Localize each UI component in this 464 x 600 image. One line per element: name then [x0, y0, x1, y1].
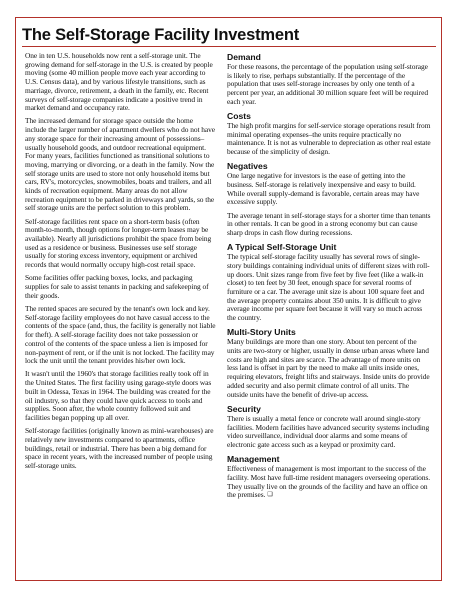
body-paragraph: One in ten U.S. households now rent a self-storage unit. The growing demand for self-storage in the U.S. is created by people moving (some 40 million people move each year according to U.S. Census data), and by various lifestyle transitions, such as marriage, divorce, retirement, a death in the family, etc. Recent surveys of self-storage companies indicate a positive trend in market demand and occupancy rate. [25, 52, 213, 113]
body-paragraph: Self-storage facilities rent space on a short-term basis (often month-to-month, though options for longer-term leases may be available). Nearly all jurisdictions prohibit the space from being used as a residence or business. Businesses use self storage usually for storing excess inventory, equipment or archived records that would normally occupy high-cost retail space. [25, 216, 212, 270]
body-paragraph: The increased demand for storage space outside the home include the larger number of apartment dwellers who do not have any storage space for their increasing amount of possessions–usually household goods, and outdoor recreational equipment. For many years, facilities functioned as transitional solutions to moving, marrying or divorcing, or a death in the family. Now the self storage units are used to store not only household items but cars, RV's, motorcycles, snowmobiles, boats and trailers, and all kinds of recreation equipment. Many areas do not allow recreation equipment to be parked in driveways and yards, so the self storage units are the perfect solution to this problem. [25, 116, 216, 213]
body-paragraph: Some facilities offer packing boxes, locks, and packaging supplies for sale to assist tenants in packing and safekeeping of their goods. [25, 273, 209, 300]
section-heading: Costs [227, 111, 251, 122]
paragraph-text: One large negative for investors is the ease of getting into the business. Self-storage is relatively inexpensive and easy to build. While overall supply-demand is favorable, certain areas may have excessive supply. [227, 171, 420, 207]
article-title: The Self-Storage Facility Investment [22, 26, 300, 44]
section-paragraph [227, 465, 431, 500]
section-heading: Negatives [227, 161, 268, 172]
section-paragraph [227, 63, 431, 107]
section-heading: A Typical Self-Storage Unit [227, 242, 337, 253]
section-paragraph [227, 172, 431, 207]
paragraph-text: The high profit margins for self-service storage operations result from minimal operating expenses–the units require practically no maintenance. It is not as vulnerable to depreciation as other real estate because of the simplicity of design. [227, 121, 431, 157]
body-paragraph: Self-storage facilities (originally known as mini-warehouses) are relatively new investments compared to apartments, office buildings, retail or industrial. There has been a big demand for space in recent years, with the increased number of people using self-storage units. [25, 426, 214, 470]
paragraph-text: There is usually a metal fence or concrete wall around single-story facilities. Modern facilities have advanced security systems including video surveillance, individual door alarms and some means of electronic gate access such as a keypad or proximity card. [227, 413, 430, 449]
section-paragraph [227, 415, 431, 450]
section-heading: Demand [227, 52, 261, 62]
section-heading: Security [227, 403, 261, 414]
paragraph-text: Many buildings are more than one story. About ten percent of the units are two-story or higher, usually in dense urban areas where land costs are high and sites are scarce. The advantage of more units on less land is offset in part by the need to make all units inside ones, requiring elevators, freight lifts and stairways. Inside units do provide added security and also permit climate control of all units. The outside units have the benefit of drive-up access. [227, 337, 430, 399]
body-paragraph: It wasn't until the 1960's that storage facilities really took off in the United States. The first facility using garage-style doors was built in Odessa, Texas in 1964. The building was created for the oil industry, so that they could have quick access to tools and supplies. Soon after, the whole country followed suit and facilities began popping up all over. [25, 369, 212, 422]
paragraph-text: The average tenant in self-storage stays for a shorter time than tenants in other rentals. It can be good in a strong economy but can cause sharp drops in cash flow during recessions. [227, 210, 431, 238]
title-rule [22, 46, 436, 47]
section-paragraph [227, 122, 431, 157]
right-column [227, 52, 431, 577]
paragraph-text: The typical self-storage facility usually has several rows of single-story buildings containing individual units of different sizes with roll-up doors. Unit sizes range from five feet by five feet (like a walk-in closet) to ten feet by 30 feet, enough space for several rooms of furniture or a car. The average unit size is about 100 square feet and the average property contains about 350 units. It is difficult to give average income per square feet because it will vary so much across the country. [227, 252, 430, 323]
paragraph-text: Effectiveness of management is most important to the success of the facility. Most have full-time resident managers overseeing operations. They usually live on the grounds of the facility and have an office on the premises. [227, 464, 431, 500]
section-heading: Management [227, 454, 280, 465]
left-column [25, 52, 216, 577]
end-of-article-icon: ❑ [267, 492, 273, 499]
section-paragraph [227, 253, 431, 323]
section-paragraph [227, 212, 431, 238]
body-paragraph: The rented spaces are secured by the tenant's own lock and key. Self-storage facility employees do not have casual access to the contents of the space (and, thus, the facility is generally not liable for theft). A self-storage facility does not take possession or control of the contents of the space unless a lien is imposed for non-payment of rent, or if the unit is not locked. The facility may lock the unit until the tenant provides his/her own lock. [25, 303, 216, 366]
section-heading: Multi-Story Units [227, 327, 296, 338]
section-paragraph [227, 338, 431, 399]
paragraph-text: For these reasons, the percentage of the population using self-storage is likely to rise, perhaps substantially. If the percentage of the population that uses self-storage increases by only one tenth of a percent per year, an additional 30 million square feet will be required each year. [227, 62, 428, 106]
